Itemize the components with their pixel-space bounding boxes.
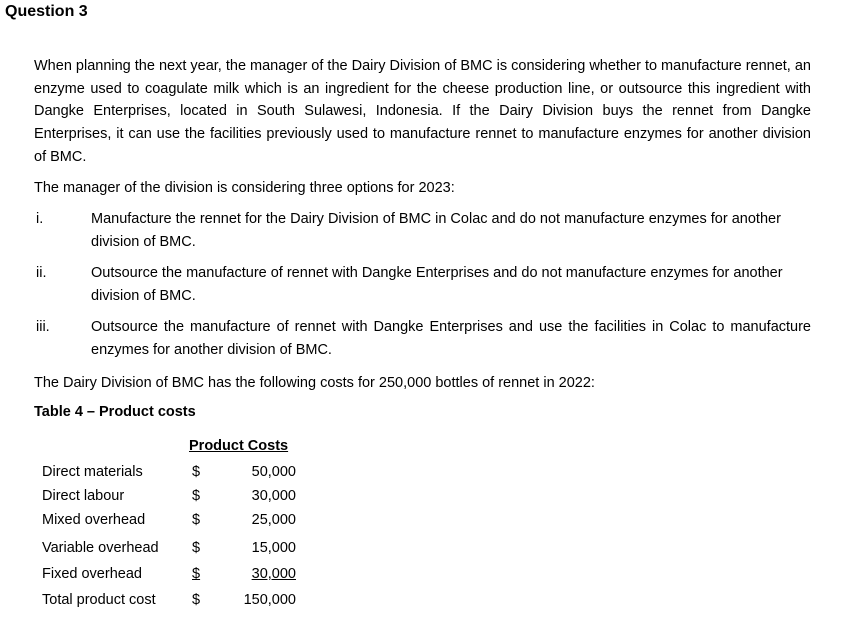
row-currency: $ — [192, 592, 201, 608]
option-number: i. — [36, 211, 44, 227]
row-label: Direct labour — [42, 488, 125, 504]
row-label: Mixed overhead — [42, 512, 146, 528]
table-row — [42, 485, 302, 507]
row-currency: $ — [192, 566, 201, 582]
intro-paragraph: When planning the next year, the manager of the Dairy Division of BMC is considering whether to manufacture rennet, an enzyme used to coagulate milk which is an ingredient for the cheese production line, or outsource this ingredient with Dangke Enterprises, located in South Sulawesi, Indonesia. If the Dairy Division buys the rennet from Dangke Enterprises, it can use the facilities previously used to manufacture rennet to manufacture enzymes for another division of BMC. — [34, 58, 811, 165]
option-number: iii. — [36, 319, 50, 335]
row-currency: $ — [192, 512, 201, 528]
option-text: Outsource the manufacture of rennet with Dangke Enterprises and do not manufacture enzymes for another division of BMC. — [91, 265, 783, 304]
option-number: ii. — [36, 265, 47, 281]
row-label: Variable overhead — [42, 540, 159, 556]
row-amount: 150,000 — [243, 592, 296, 608]
row-label: Total product cost — [42, 592, 156, 608]
table-row — [42, 537, 302, 559]
question-heading: Question 3 — [5, 3, 88, 20]
option-text: Outsource the manufacture of rennet with Dangke Enterprises and use the facilities in Colac to manufacture enzymes for another division of BMC. — [91, 319, 811, 358]
row-amount: 50,000 — [251, 464, 296, 480]
row-amount: 30,000 — [251, 566, 296, 582]
table-title: Table 4 – Product costs — [34, 404, 196, 420]
row-label: Direct materials — [42, 464, 143, 480]
row-currency: $ — [192, 540, 201, 556]
costs-intro: The Dairy Division of BMC has the following costs for 250,000 bottles of rennet in 2022: — [34, 375, 595, 391]
table-total-row — [42, 589, 302, 611]
row-label: Fixed overhead — [42, 566, 142, 582]
table-row — [42, 563, 302, 585]
row-currency: $ — [192, 464, 201, 480]
row-currency: $ — [192, 488, 201, 504]
option-text: Manufacture the rennet for the Dairy Division of BMC in Colac and do not manufacture enzymes for another division of BMC. — [91, 211, 781, 250]
table-row — [42, 461, 302, 483]
row-amount: 15,000 — [251, 540, 296, 556]
table-row — [42, 509, 302, 531]
table-column-header: Product Costs — [189, 438, 289, 454]
row-amount: 30,000 — [251, 488, 296, 504]
row-amount: 25,000 — [251, 512, 296, 528]
options-intro: The manager of the division is considering three options for 2023: — [34, 180, 455, 196]
